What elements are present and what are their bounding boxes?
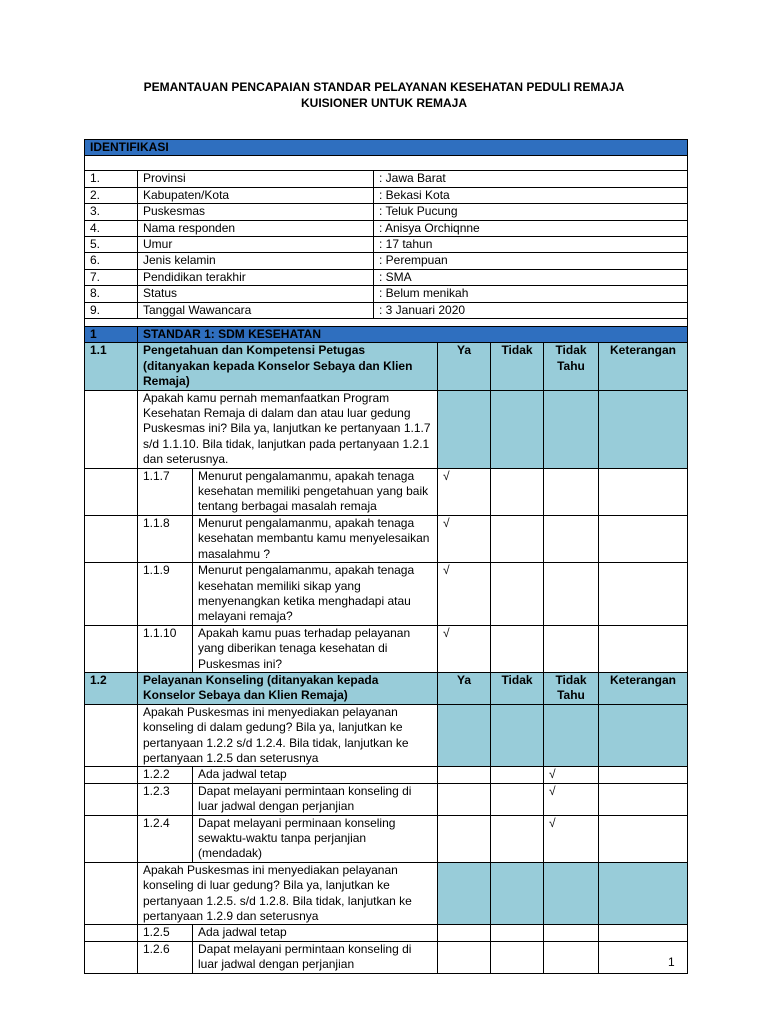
intro-row <box>85 390 688 468</box>
col-keterangan: Keterangan <box>599 672 688 704</box>
question-no: 1.2.3 <box>138 783 193 815</box>
question-text: Dapat melayani permintaan konseling di luar jadwal dengan perjanjian <box>193 783 438 815</box>
answer-ya[interactable] <box>438 767 491 783</box>
intro-row <box>85 862 688 925</box>
answer-keterangan[interactable] <box>599 625 688 672</box>
document-subtitle: KUISIONER UNTUK REMAJA <box>300 96 467 110</box>
section-header-row <box>85 672 688 704</box>
answer-tidak[interactable] <box>491 515 544 562</box>
col-tidak-tahu: Tidak Tahu <box>544 343 599 390</box>
question-row <box>85 468 688 515</box>
answer-tidak-tahu[interactable] <box>544 941 599 973</box>
question-no: 1.1.9 <box>138 563 193 626</box>
question-row <box>85 515 688 562</box>
question-row <box>85 563 688 626</box>
col-tidak: Tidak <box>491 343 544 390</box>
answer-tidak[interactable] <box>491 767 544 783</box>
answer-ya[interactable]: √ <box>438 563 491 626</box>
answer-tidak-tahu[interactable] <box>544 925 599 941</box>
question-no: 1.1.7 <box>138 468 193 515</box>
id-row: 1. Provinsi : Jawa Barat <box>85 171 688 187</box>
identification-table <box>84 139 688 334</box>
question-row <box>85 767 688 783</box>
question-text: Ada jadwal tetap <box>193 925 438 941</box>
col-ya: Ya <box>438 343 491 390</box>
answer-tidak[interactable] <box>491 468 544 515</box>
section-intro: Apakah Puskesmas ini menyediakan pelayanan konseling di dalam gedung? Bila ya, lanjutkan ke pertanyaan 1.2.2 s/d 1.2.4. Bila tidak, lanjutkan ke pertanyaan 1.2.5 dan seterusnya <box>138 704 438 767</box>
answer-keterangan[interactable] <box>599 468 688 515</box>
col-tidak: Tidak <box>491 672 544 704</box>
identifikasi-header: IDENTIFIKASI <box>85 140 688 156</box>
answer-keterangan[interactable] <box>599 925 688 941</box>
answer-tidak[interactable] <box>491 941 544 973</box>
question-text: Dapat melayani permintaan konseling di luar jadwal dengan perjanjian <box>193 941 438 973</box>
answer-tidak-tahu[interactable] <box>544 625 599 672</box>
document-title: PEMANTAUAN PENCAPAIAN STANDAR PELAYANAN KESEHATAN PEDULI REMAJA <box>143 80 625 94</box>
spacer-row <box>85 156 688 171</box>
question-no: 1.2.2 <box>138 767 193 783</box>
question-row <box>85 941 688 973</box>
question-no: 1.1.8 <box>138 515 193 562</box>
id-row: 6. Jenis kelamin : Perempuan <box>85 253 688 269</box>
standar-title: STANDAR 1: SDM KESEHATAN <box>138 327 688 343</box>
id-row: 5. Umur : 17 tahun <box>85 237 688 253</box>
question-row <box>85 925 688 941</box>
answer-tidak[interactable] <box>491 625 544 672</box>
answer-ya[interactable]: √ <box>438 625 491 672</box>
answer-tidak-tahu[interactable]: √ <box>544 767 599 783</box>
answer-tidak-tahu[interactable]: √ <box>544 783 599 815</box>
answer-ya[interactable]: √ <box>438 515 491 562</box>
section-intro: Apakah kamu pernah memanfaatkan Program Kesehatan Remaja di dalam dan atau luar gedung Puskesmas ini? Bila ya, lanjutkan ke pertanyaan 1.1.7 s/d 1.1.10. Bila tidak, lanjutkan pada pertanyaan 1.2.1 dan seterusnya. <box>138 390 438 468</box>
question-text: Dapat melayani perminaan konseling sewaktu-waktu tanpa perjanjian (mendadak) <box>193 815 438 862</box>
standar-no: 1 <box>85 327 138 343</box>
answer-tidak-tahu[interactable]: √ <box>544 815 599 862</box>
standar-row <box>85 327 688 343</box>
id-row: 8. Status : Belum menikah <box>85 286 688 302</box>
question-no: 1.2.4 <box>138 815 193 862</box>
answer-tidak[interactable] <box>491 815 544 862</box>
answer-tidak-tahu[interactable] <box>544 563 599 626</box>
section-intro: Apakah Puskesmas ini menyediakan pelayanan konseling di luar gedung? Bila ya, lanjutkan ke pertanyaan 1.2.5. s/d 1.2.8. Bila tidak, lanjutkan ke pertanyaan 1.2.9 dan seterusnya <box>138 862 438 925</box>
id-row: 9. Tanggal Wawancara : 3 Januari 2020 <box>85 302 688 318</box>
section-header-row <box>85 343 688 390</box>
id-row: 3. Puskesmas : Teluk Pucung <box>85 204 688 220</box>
answer-keterangan[interactable] <box>599 815 688 862</box>
answer-keterangan[interactable] <box>599 783 688 815</box>
question-text: Menurut pengalamanmu, apakah tenaga kesehatan memiliki sikap yang menyenangkan ketika menghadapi atau melayani remaja? <box>193 563 438 626</box>
answer-keterangan[interactable] <box>599 563 688 626</box>
answer-tidak[interactable] <box>491 783 544 815</box>
id-row: 2. Kabupaten/Kota : Bekasi Kota <box>85 187 688 203</box>
col-ya: Ya <box>438 672 491 704</box>
standards-table <box>84 326 688 974</box>
answer-ya[interactable] <box>438 815 491 862</box>
section-no: 1.2 <box>85 672 138 704</box>
id-row: 7. Pendidikan terakhir : SMA <box>85 269 688 285</box>
col-tidak-tahu: Tidak Tahu <box>544 672 599 704</box>
question-text: Apakah kamu puas terhadap pelayanan yang diberikan tenaga kesehatan di Puskesmas ini? <box>193 625 438 672</box>
answer-keterangan[interactable] <box>599 515 688 562</box>
question-no: 1.2.6 <box>138 941 193 973</box>
answer-keterangan[interactable] <box>599 767 688 783</box>
intro-row <box>85 704 688 767</box>
question-row <box>85 783 688 815</box>
section-no: 1.1 <box>85 343 138 390</box>
question-no: 1.1.10 <box>138 625 193 672</box>
answer-ya[interactable] <box>438 925 491 941</box>
answer-tidak[interactable] <box>491 925 544 941</box>
question-row <box>85 625 688 672</box>
id-row: 4. Nama responden : Anisya Orchiqnne <box>85 220 688 236</box>
answer-tidak[interactable] <box>491 563 544 626</box>
question-row <box>85 815 688 862</box>
question-no: 1.2.5 <box>138 925 193 941</box>
question-text: Menurut pengalamanmu, apakah tenaga kesehatan memiliki pengetahuan yang baik tentang berbagai masalah remaja <box>193 468 438 515</box>
answer-ya[interactable] <box>438 941 491 973</box>
question-text: Ada jadwal tetap <box>193 767 438 783</box>
answer-ya[interactable]: √ <box>438 468 491 515</box>
page-number: 1 <box>668 955 675 969</box>
answer-tidak-tahu[interactable] <box>544 468 599 515</box>
section-title: Pelayanan Konseling (ditanyakan kepada Konselor Sebaya dan Klien Remaja) <box>138 672 438 704</box>
section-title: Pengetahuan dan Kompetensi Petugas (ditanyakan kepada Konselor Sebaya dan Klien Remaja) <box>138 343 438 390</box>
col-keterangan: Keterangan <box>599 343 688 390</box>
question-text: Menurut pengalamanmu, apakah tenaga kesehatan membantu kamu menyelesaikan masalahmu ? <box>193 515 438 562</box>
answer-tidak-tahu[interactable] <box>544 515 599 562</box>
answer-ya[interactable] <box>438 783 491 815</box>
